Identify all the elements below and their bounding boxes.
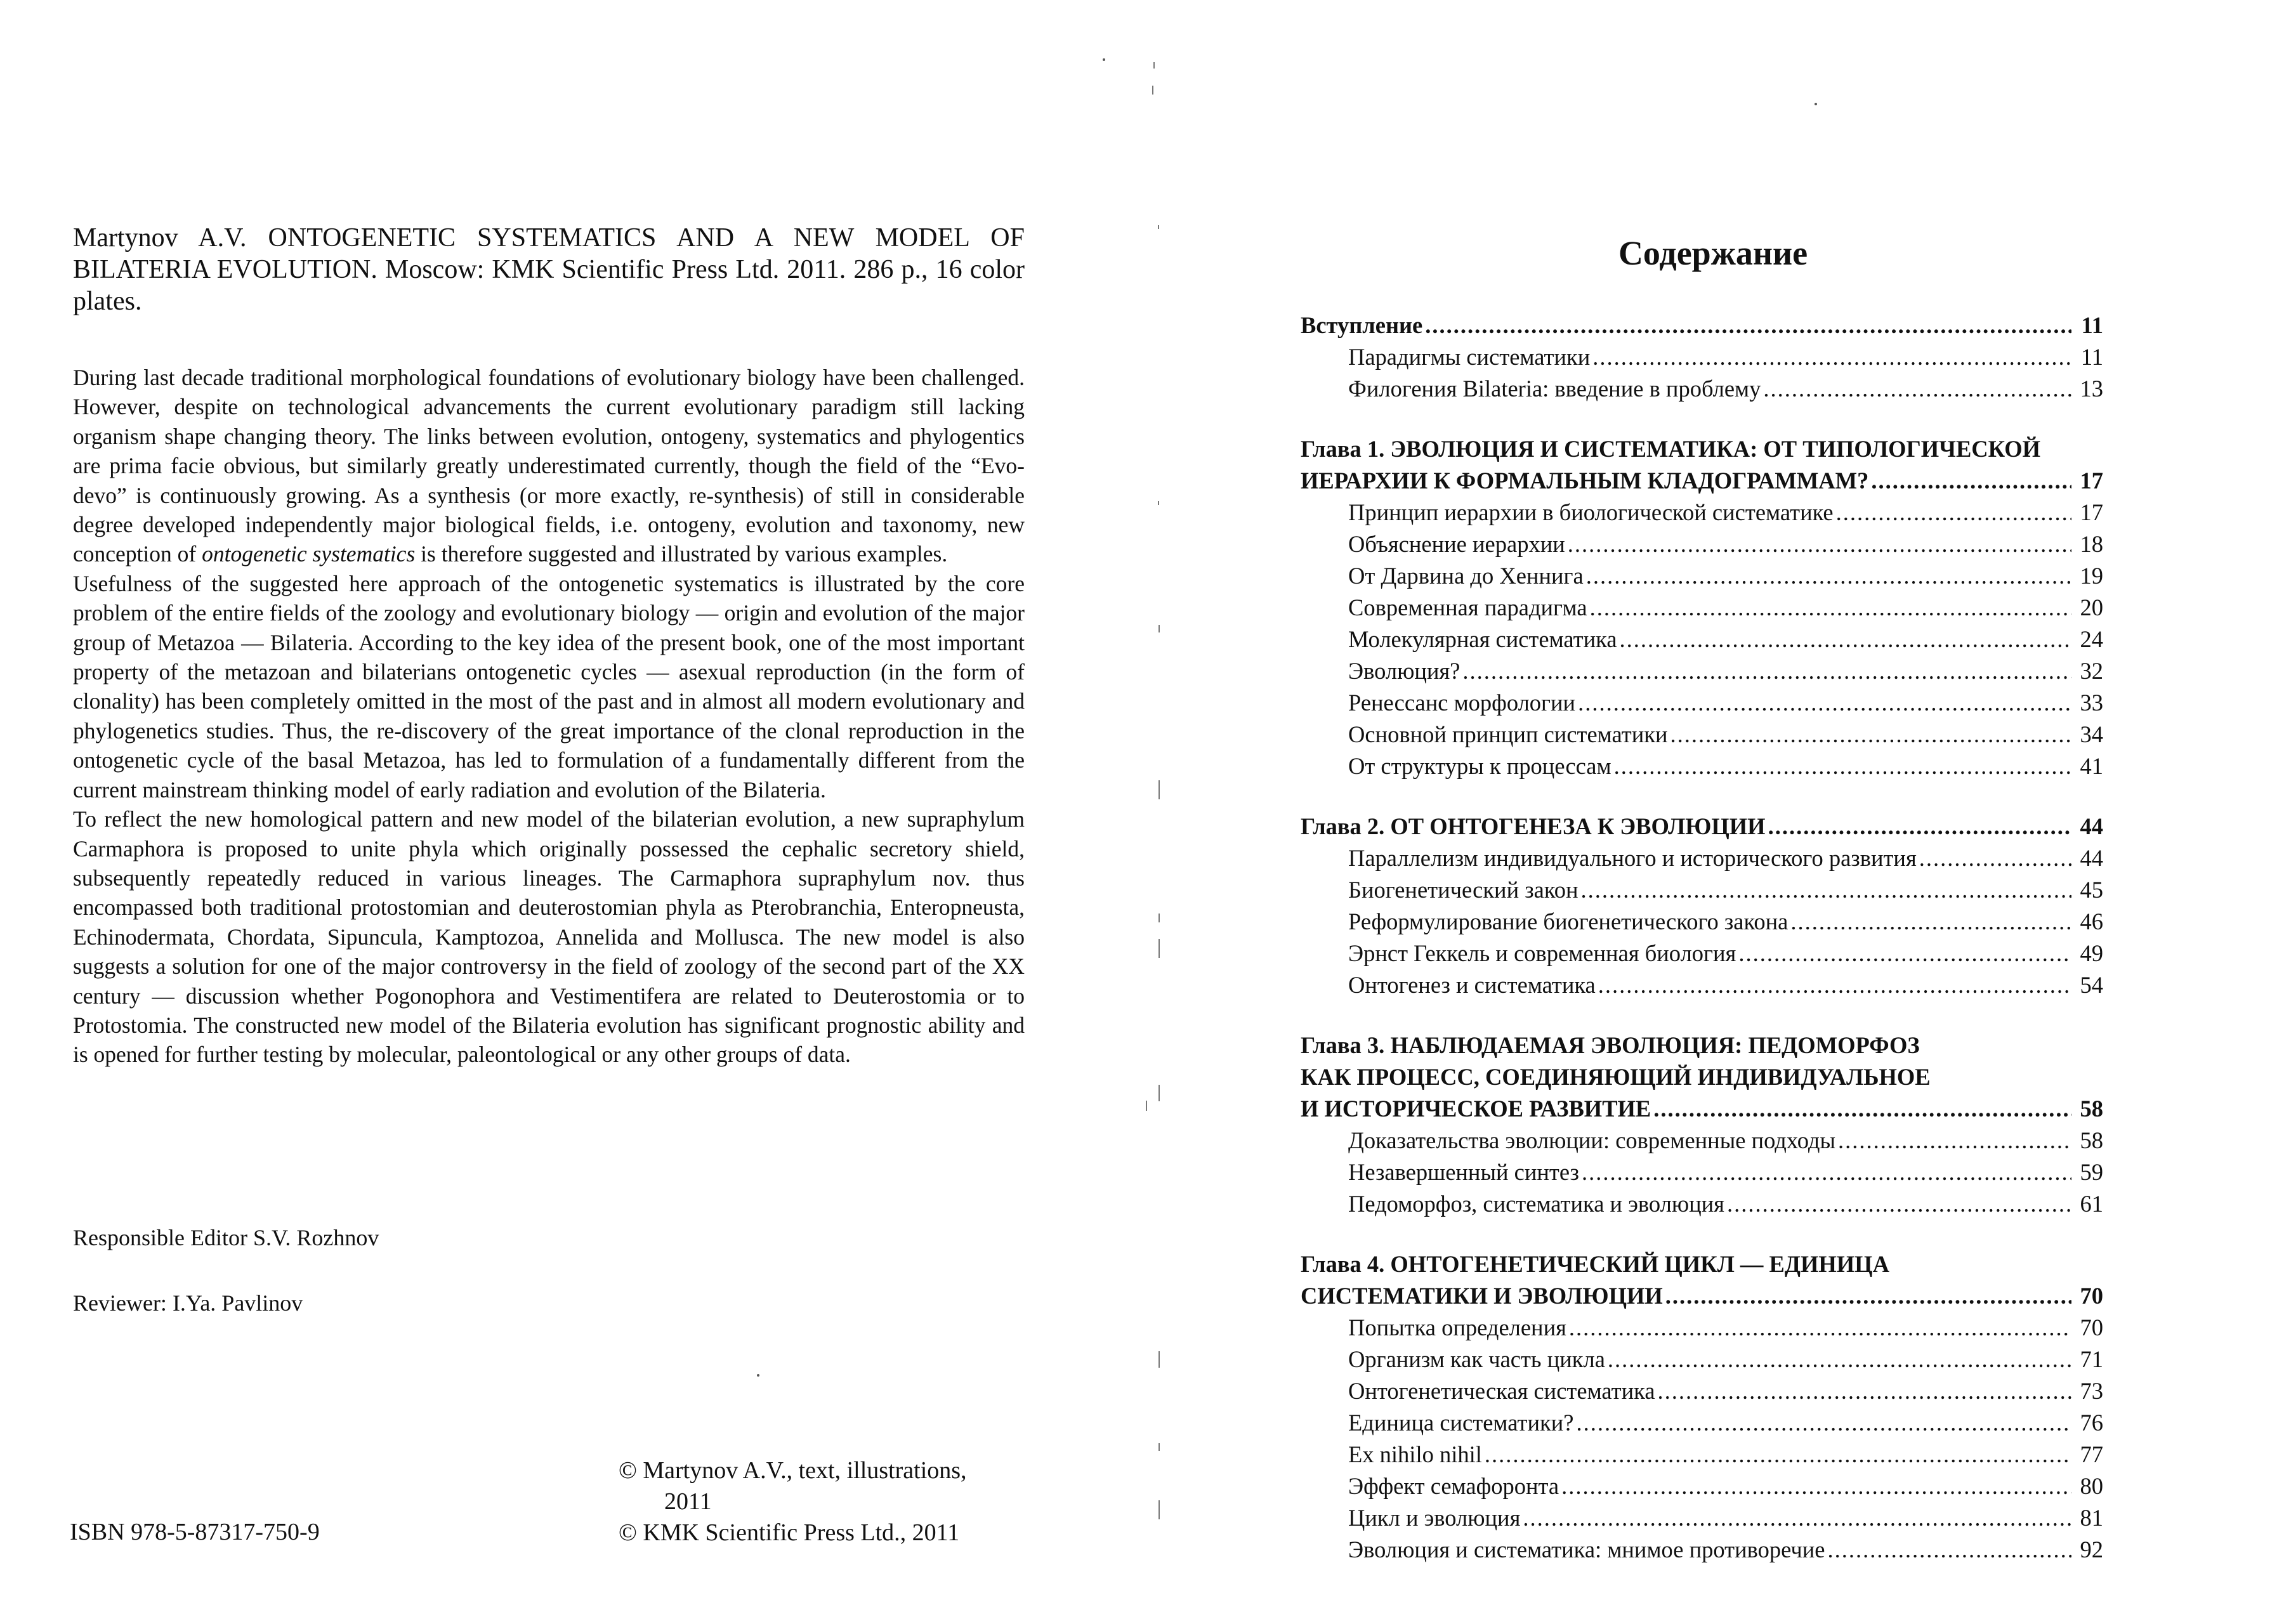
- abstract-emphasis: ontogenetic systematics: [202, 541, 416, 567]
- toc-entry[interactable]: Ренессанс морфологии ..... 33: [1301, 687, 2103, 719]
- toc-entry[interactable]: Параллелизм индивидуального и исторического развития ..... 44: [1301, 842, 2103, 874]
- toc-entry[interactable]: Филогения Bilateria: введение в проблему ..... 13: [1301, 373, 2103, 405]
- abstract-paragraph-1: During last decade traditional morphological foundations of evolutionary biology have been challenged. However, despite on technological advancements the current evolutionary paradigm still lacking organism shape changing theory. The links between evolution, ontogeny, systematics and phylogentics are prima facie obvious, but similarly greatly underestimated currently, though the field of the “Evo-devo” is continuously growing. As a synthesis (or more exactly, re-synthesis) of still in considerable degree developed independently major biological fields, i.e. ontogeny, evolution and taxonomy, new conception of ontogenetic systematics is therefore suggested and illustrated by various examples.: [73, 365, 1025, 567]
- copyright-year: 2011: [664, 1488, 712, 1515]
- right-page: [1142, 0, 2284, 1624]
- toc-chapter-4[interactable]: СИСТЕМАТИКИ И ЭВОЛЮЦИИ ..... 70: [1301, 1280, 2103, 1312]
- abstract: [73, 363, 1025, 1070]
- toc-entry[interactable]: Эволюция? ..... 32: [1301, 655, 2103, 687]
- toc-entry[interactable]: Парадигмы систематики ..... 11: [1301, 341, 2103, 373]
- citation: Martynov A.V. ONTOGENETIC SYSTEMATICS AND A NEW MODEL OF BILATERIA EVOLUTION. Moscow: KMK Scientific Press Ltd. 2011. 286 p., 16 color plates.: [73, 223, 1025, 316]
- toc-entry[interactable]: Биогенетический закон ..... 45: [1301, 874, 2103, 906]
- copyright-publisher: © KMK Scientific Press Ltd., 2011: [619, 1519, 960, 1546]
- responsible-editor: Responsible Editor S.V. Rozhnov: [73, 1225, 379, 1250]
- toc-entry[interactable]: От структуры к процессам ..... 41: [1301, 750, 2103, 782]
- abstract-paragraph-3: To reflect the new homological pattern and new model of the bilaterian evolution, a new supraphylum Carmaphora is proposed to unite phyla which originally possessed the cephalic secretory shield, subsequently repeatedly reduced in various lineages. The Carmaphora supraphylum nov. thus encompassed both traditional protostomian and deuterostomian phyla as Pterobranchia, Enteropneusta, Echinodermata, Chordata, Sipuncula, Kamptozoa, Annelida and Mollusca. The new model is also suggests a solution for one of the major controversy in the field of zoology of the second part of the XX century — discussion whether Pogonophora and Vestimentifera are related to Deuterostomia or to Protostomia. The constructed new model of the Bilateria evolution has significant prognostic ability and is opened for further testing by molecular, paleontological or any other groups of data.: [73, 806, 1025, 1068]
- toc-entry[interactable]: Молекулярная систематика ..... 24: [1301, 624, 2103, 655]
- toc-entry[interactable]: Организм как часть цикла ..... 71: [1301, 1344, 2103, 1375]
- toc-entry[interactable]: Онтогенетическая систематика ..... 73: [1301, 1375, 2103, 1407]
- toc-chapter-3[interactable]: И ИСТОРИЧЕСКОЕ РАЗВИТИЕ ..... 58: [1301, 1093, 2103, 1125]
- toc-chapter-1[interactable]: ИЕРАРХИИ К ФОРМАЛЬНЫМ КЛАДОГРАММАМ? ..... 17: [1301, 465, 2103, 497]
- toc-chapter-4-line-1[interactable]: Глава 4. ОНТОГЕНЕТИЧЕСКИЙ ЦИКЛ — ЕДИНИЦА: [1301, 1251, 1889, 1277]
- copyright-block: [619, 1455, 967, 1549]
- toc-entry[interactable]: Незавершенный синтез ..... 59: [1301, 1156, 2103, 1188]
- toc-entry-intro[interactable]: Вступление ..... 11: [1301, 310, 2103, 341]
- toc-entry[interactable]: Цикл и эволюция ..... 81: [1301, 1502, 2103, 1534]
- toc-entry[interactable]: Ex nihilo nihil ..... 77: [1301, 1439, 2103, 1470]
- toc-entry[interactable]: Эволюция и систематика: мнимое противоречие ..... 92: [1301, 1534, 2103, 1566]
- toc-entry[interactable]: Доказательства эволюции: современные подходы ..... 58: [1301, 1125, 2103, 1156]
- toc-entry[interactable]: Онтогенез и систематика ..... 54: [1301, 969, 2103, 1001]
- scan-speck: [1103, 58, 1105, 61]
- toc-chapter-3-line-2[interactable]: КАК ПРОЦЕСС, СОЕДИНЯЮЩИЙ ИНДИВИДУАЛЬНОЕ: [1301, 1064, 1931, 1090]
- toc-entry[interactable]: Современная парадигма ..... 20: [1301, 592, 2103, 624]
- toc-title: Содержание: [1618, 234, 1808, 272]
- reviewer: Reviewer: I.Ya. Pavlinov: [73, 1290, 303, 1316]
- toc-chapter-2[interactable]: Глава 2. ОТ ОНТОГЕНЕЗА К ЭВОЛЮЦИИ ..... 44: [1301, 811, 2103, 842]
- toc-entry[interactable]: Единица систематики? ..... 76: [1301, 1407, 2103, 1439]
- toc-chapter-3-line-1[interactable]: Глава 3. НАБЛЮДАЕМАЯ ЭВОЛЮЦИЯ: ПЕДОМОРФОЗ: [1301, 1032, 1920, 1058]
- scan-speck: [757, 1374, 759, 1377]
- toc-entry[interactable]: Объяснение иерархии ..... 18: [1301, 528, 2103, 560]
- table-of-contents: [1301, 310, 2103, 1566]
- toc-entry[interactable]: Принцип иерархии в биологической систематике ..... 17: [1301, 497, 2103, 528]
- copyright-author: © Martynov A.V., text, illustrations,: [619, 1457, 967, 1484]
- toc-entry[interactable]: Основной принцип систематики ..... 34: [1301, 719, 2103, 750]
- toc-chapter-1-line-1[interactable]: Глава 1. ЭВОЛЮЦИЯ И СИСТЕМАТИКА: ОТ ТИПОЛОГИЧЕСКОЙ: [1301, 436, 2041, 462]
- toc-entry[interactable]: Эффект семафоронта ..... 80: [1301, 1470, 2103, 1502]
- toc-entry[interactable]: Реформулирование биогенетического закона ..... 46: [1301, 906, 2103, 938]
- abstract-paragraph-2: Usefulness of the suggested here approach of the ontogenetic systematics is illustrated by the core problem of the entire fields of the zoology and evolutionary biology — origin and evolution of the major group of Metazoa — Bilateria. According to the key idea of the present book, one of the most important property of the metazoan and bilaterians ontogenetic cycles — asexual reproduction (in the form of clonality) has been completely omitted in the most of the past and in almost all modern evolutionary and phylogenetics studies. Thus, the re-discovery of the great importance of the clonal reproduction in the ontogenetic cycle of the basal Metazoa, has led to formulation of a fundamentally different from the current mainstream thinking model of early radiation and evolution of the Bilateria.: [73, 570, 1025, 802]
- toc-entry[interactable]: От Дарвина до Хеннига ..... 19: [1301, 560, 2103, 592]
- toc-entry[interactable]: Эрнст Геккель и современная биология ..... 49: [1301, 938, 2103, 969]
- toc-entry[interactable]: Попытка определения ..... 70: [1301, 1312, 2103, 1344]
- isbn: ISBN 978-5-87317-750-9: [70, 1519, 320, 1545]
- toc-entry[interactable]: Педоморфоз, систематика и эволюция ..... 61: [1301, 1188, 2103, 1220]
